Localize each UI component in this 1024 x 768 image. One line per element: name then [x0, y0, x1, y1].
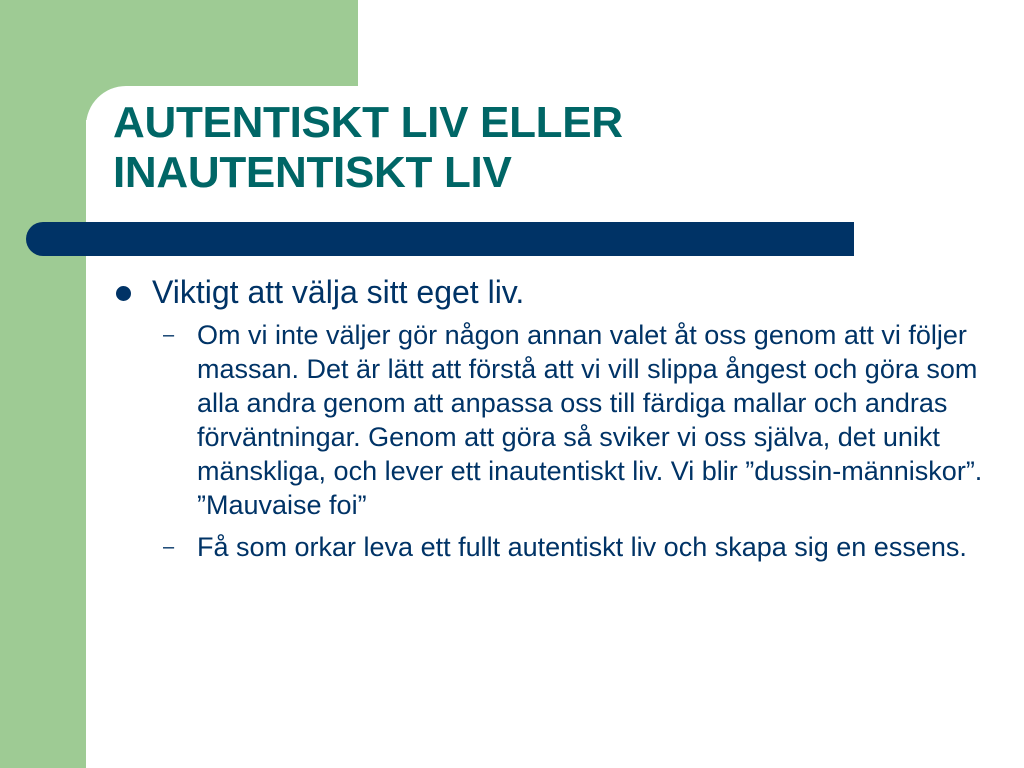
slide-title: [113, 98, 993, 198]
dash-icon: –: [163, 536, 175, 558]
sub-bullet-item-1: [113, 318, 993, 522]
bullet-dot-icon: [116, 286, 131, 301]
bullet-item: [113, 270, 993, 314]
bullet-text: Viktigt att välja sitt eget liv.: [152, 274, 525, 310]
title-line-1: AUTENTISKT LIV ELLER: [113, 98, 623, 147]
sub-bullet-item-2: [113, 530, 993, 564]
slide-body: [113, 270, 993, 572]
sub-bullet-text-1: Om vi inte väljer gör någon annan valet åt oss genom att vi följer massan. Det är lätt att förstå att vi vill slippa ångest och göra som alla andra genom att anpassa oss till färdiga mallar och andras förväntningar. Genom att göra så sviker vi oss själva, det unikt mänskliga, och lever ett inautentiskt liv. Vi blir ”dussin-människor”. ”Mauvaise foi”: [197, 320, 983, 520]
title-divider-bar: [26, 222, 854, 256]
title-line-2: INAUTENTISKT LIV: [113, 148, 512, 197]
dash-icon: –: [163, 324, 175, 346]
green-side-bar: [0, 0, 86, 768]
sub-bullet-text-2: Få som orkar leva ett fullt autentiskt liv och skapa sig en essens.: [197, 532, 967, 562]
